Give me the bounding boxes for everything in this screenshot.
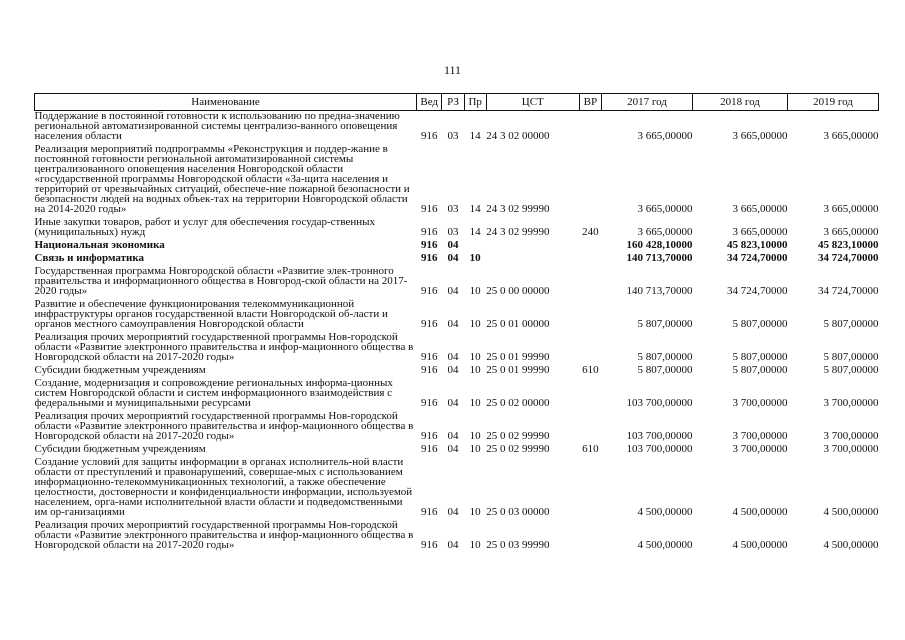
row-cst-cell — [486, 237, 579, 250]
row-2018-cell: 3 700,00000 — [732, 397, 788, 409]
table-header-row — [35, 94, 879, 111]
row-cst-cell: 25 0 03 00000 — [486, 506, 550, 518]
row-2018-cell: 5 807,00000 — [732, 318, 788, 330]
row-ved-cell: 916 — [420, 226, 438, 238]
row-ved-cell: 916 — [420, 397, 438, 409]
row-vr-cell: 240 — [582, 226, 599, 238]
row-cst-cell: 24 3 02 99990 — [486, 226, 550, 238]
row-vr-cell — [579, 375, 601, 408]
row-2017-cell: 5 807,00000 — [637, 364, 693, 376]
row-2018-cell: 3 665,00000 — [732, 203, 788, 215]
row-vr-cell — [579, 111, 601, 142]
row-pr-cell: 10 — [469, 252, 481, 264]
row-2018-cell: 4 500,00000 — [732, 506, 788, 518]
row-rz-cell: 03 — [447, 130, 459, 142]
row-2019-cell: 3 700,00000 — [823, 430, 879, 442]
row-ved-cell: 916 — [420, 443, 438, 455]
row-pr-cell: 14 — [469, 226, 481, 238]
row-cst-cell: 25 0 01 99990 — [486, 364, 550, 376]
row-ved-cell: 916 — [420, 130, 438, 142]
row-vr-cell: 610 — [582, 364, 599, 376]
row-2019-cell: 4 500,00000 — [823, 506, 879, 518]
row-name-cell: Субсидии бюджетным учреждениям — [34, 443, 206, 455]
row-cst-cell: 25 0 00 00000 — [486, 285, 550, 297]
table-row — [35, 250, 879, 263]
column-header-ved: Вед — [417, 94, 442, 111]
table-row — [35, 441, 879, 454]
row-name-cell: Реализация прочих мероприятий государственной программы Нов-городской области «Развитие электронного правительства и инфор-мационного общества в Новгородской области на 2017-2020 годы» — [34, 519, 414, 551]
column-header-rz: РЗ — [442, 94, 464, 111]
row-ved-cell: 916 — [420, 203, 438, 215]
row-2019-cell: 3 700,00000 — [823, 397, 879, 409]
row-vr-cell — [579, 296, 601, 329]
table-row — [35, 214, 879, 237]
row-2018-cell: 45 823,10000 — [726, 239, 788, 251]
row-vr-cell — [579, 250, 601, 263]
row-2019-cell: 3 665,00000 — [823, 226, 879, 238]
row-2019-cell: 4 500,00000 — [823, 539, 879, 551]
table-row — [35, 237, 879, 250]
row-2017-cell: 3 665,00000 — [637, 226, 693, 238]
table-row — [35, 517, 879, 550]
row-rz-cell: 04 — [447, 539, 459, 551]
table-row — [35, 362, 879, 375]
row-vr-cell — [579, 329, 601, 362]
row-pr-cell: 10 — [469, 351, 481, 363]
row-name-cell: Государственная программа Новгородской области «Развитие элек-тронного правительства и информационного общества в Новгород-ской области на 2017-2020 годы» — [34, 265, 408, 297]
column-header-2019: 2019 год — [787, 94, 878, 111]
row-rz-cell: 04 — [447, 397, 459, 409]
row-name-cell: Поддержание в постоянной готовности к использованию по предна-значению региональной автоматизированной системы централизо-ванного оповещения населения области — [34, 110, 400, 142]
row-name-cell: Национальная экономика — [34, 239, 165, 251]
row-2017-cell: 160 428,10000 — [626, 239, 693, 251]
row-2019-cell: 34 724,70000 — [818, 252, 879, 264]
row-ved-cell: 916 — [420, 318, 438, 330]
row-rz-cell: 04 — [447, 239, 459, 251]
row-ved-cell: 916 — [420, 252, 438, 264]
row-2017-cell: 5 807,00000 — [637, 318, 693, 330]
budget-table — [34, 93, 879, 550]
row-ved-cell: 916 — [420, 506, 438, 518]
row-rz-cell: 04 — [447, 430, 459, 442]
row-2017-cell: 4 500,00000 — [637, 506, 693, 518]
row-2019-cell: 45 823,10000 — [818, 239, 879, 251]
row-2017-cell: 140 713,70000 — [626, 285, 693, 297]
row-pr-cell: 10 — [469, 539, 481, 551]
row-rz-cell: 04 — [447, 252, 459, 264]
row-cst-cell: 25 0 02 99990 — [486, 430, 550, 442]
row-cst-cell: 24 3 02 99990 — [486, 203, 550, 215]
row-2018-cell: 5 807,00000 — [732, 364, 788, 376]
row-name-cell: Создание, модернизация и сопровождение региональных информа-ционных систем Новгородской области и систем информационного взаимодействия с федеральными и муниципальными ресурсами — [34, 377, 393, 409]
row-cst-cell: 25 0 01 99990 — [486, 351, 550, 363]
row-rz-cell: 04 — [447, 285, 459, 297]
row-name-cell: Создание условий для защиты информации в органах исполнитель-ной власти области от преступлений и правонарушений, совершае-мых с использованием информационно-телекоммуникационных технологий, а также обеспечение целостности, достоверности и конфиденциальности информации, используемой населением, орга-нами исполнительной власти области и подведомственными им ор-ганизациями — [34, 456, 413, 518]
row-2019-cell: 5 807,00000 — [823, 318, 879, 330]
row-rz-cell: 04 — [447, 364, 459, 376]
row-rz-cell: 04 — [447, 318, 459, 330]
row-pr-cell: 10 — [469, 430, 481, 442]
column-header-name: Наименование — [35, 94, 417, 111]
row-2017-cell: 5 807,00000 — [637, 351, 693, 363]
row-pr-cell: 10 — [469, 364, 481, 376]
row-name-cell: Реализация прочих мероприятий государственной программы Нов-городской области «Развитие электронного правительства и инфор-мационного общества в Новгородской области на 2017-2020 годы» — [34, 331, 414, 363]
row-name-cell: Связь и информатика — [34, 252, 145, 264]
row-rz-cell: 03 — [447, 203, 459, 215]
row-vr-cell — [579, 263, 601, 296]
row-2018-cell: 3 665,00000 — [732, 130, 788, 142]
row-vr-cell — [579, 517, 601, 550]
row-cst-cell — [486, 250, 579, 263]
row-ved-cell: 916 — [420, 285, 438, 297]
page-number: 111 — [443, 63, 462, 77]
row-2018-cell: 3 665,00000 — [732, 226, 788, 238]
row-2019-cell: 5 807,00000 — [823, 351, 879, 363]
row-name-cell: Субсидии бюджетным учреждениям — [34, 364, 206, 376]
row-pr-cell: 10 — [469, 506, 481, 518]
row-2017-cell: 103 700,00000 — [626, 430, 693, 442]
row-vr-cell — [579, 237, 601, 250]
row-vr-cell — [579, 408, 601, 441]
row-cst-cell: 24 3 02 00000 — [486, 130, 550, 142]
row-pr-cell: 14 — [469, 130, 481, 142]
row-2018-cell: 5 807,00000 — [732, 351, 788, 363]
row-2018-cell: 34 724,70000 — [726, 285, 788, 297]
row-2017-cell: 140 713,70000 — [626, 252, 693, 264]
row-vr-cell — [579, 141, 601, 214]
row-pr-cell: 10 — [469, 285, 481, 297]
row-2017-cell: 103 700,00000 — [626, 443, 693, 455]
row-name-cell: Иные закупки товаров, работ и услуг для обеспечения государ-ственных (муниципальных) нужд — [34, 216, 376, 238]
row-2019-cell: 3 665,00000 — [823, 203, 879, 215]
row-name-cell: Реализация прочих мероприятий государственной программы Нов-городской области «Развитие электронного правительства и инфор-мационного общества в Новгородской области на 2017-2020 годы» — [34, 410, 414, 442]
column-header-vr: ВР — [579, 94, 601, 111]
row-2017-cell: 3 665,00000 — [637, 130, 693, 142]
row-rz-cell: 04 — [447, 351, 459, 363]
table-row — [35, 375, 879, 408]
row-name-cell: Развитие и обеспечение функционирования телекоммуникационной инфраструктуры органов государственной власти Новгородской об-ласти и органов местного самоуправления Новгородской области — [34, 298, 388, 330]
row-2017-cell: 103 700,00000 — [626, 397, 693, 409]
row-name-cell: Реализация мероприятий подпрограммы «Реконструкция и поддер-жание в постоянной готовности региональной автоматизированной системы централизованного оповещения населения Новгородской области «государственной программы Новгородской области «За-щита населения и территорий от чрезвычайных ситуаций, обеспече-ние пожарной безопасности и безопасности людей на водных объек-тах на территории Новгородской области на 2014-2020 годы» — [34, 143, 410, 215]
row-pr-cell: 10 — [469, 397, 481, 409]
row-pr-cell: 10 — [469, 318, 481, 330]
column-header-2017: 2017 год — [602, 94, 693, 111]
column-header-pr: Пр — [464, 94, 486, 111]
table-row — [35, 263, 879, 296]
row-2017-cell: 3 665,00000 — [637, 203, 693, 215]
row-pr-cell: 14 — [469, 203, 481, 215]
row-cst-cell: 25 0 02 00000 — [486, 397, 550, 409]
table-body — [35, 111, 879, 551]
row-ved-cell: 916 — [420, 364, 438, 376]
row-cst-cell: 25 0 03 99990 — [486, 539, 550, 551]
table-row — [35, 329, 879, 362]
row-2018-cell: 3 700,00000 — [732, 443, 788, 455]
row-ved-cell: 916 — [420, 351, 438, 363]
row-2018-cell: 3 700,00000 — [732, 430, 788, 442]
table-row — [35, 296, 879, 329]
row-pr-cell: 10 — [469, 443, 481, 455]
column-header-cst: ЦСТ — [486, 94, 579, 111]
table-row — [35, 141, 879, 214]
row-cst-cell: 25 0 02 99990 — [486, 443, 550, 455]
row-vr-cell: 610 — [582, 443, 599, 455]
row-rz-cell: 03 — [447, 226, 459, 238]
row-2017-cell: 4 500,00000 — [637, 539, 693, 551]
table-row — [35, 454, 879, 517]
row-ved-cell: 916 — [420, 239, 438, 251]
row-cst-cell: 25 0 01 00000 — [486, 318, 550, 330]
row-ved-cell: 916 — [420, 539, 438, 551]
row-2019-cell: 5 807,00000 — [823, 364, 879, 376]
row-2019-cell: 3 665,00000 — [823, 130, 879, 142]
row-2019-cell: 3 700,00000 — [823, 443, 879, 455]
table-row — [35, 111, 879, 142]
row-2018-cell: 4 500,00000 — [732, 539, 788, 551]
table-row — [35, 408, 879, 441]
row-vr-cell — [579, 454, 601, 517]
row-ved-cell: 916 — [420, 430, 438, 442]
row-pr-cell — [464, 237, 486, 250]
row-2018-cell: 34 724,70000 — [726, 252, 788, 264]
row-2019-cell: 34 724,70000 — [818, 285, 879, 297]
column-header-2018: 2018 год — [692, 94, 787, 111]
row-rz-cell: 04 — [447, 506, 459, 518]
row-rz-cell: 04 — [447, 443, 459, 455]
